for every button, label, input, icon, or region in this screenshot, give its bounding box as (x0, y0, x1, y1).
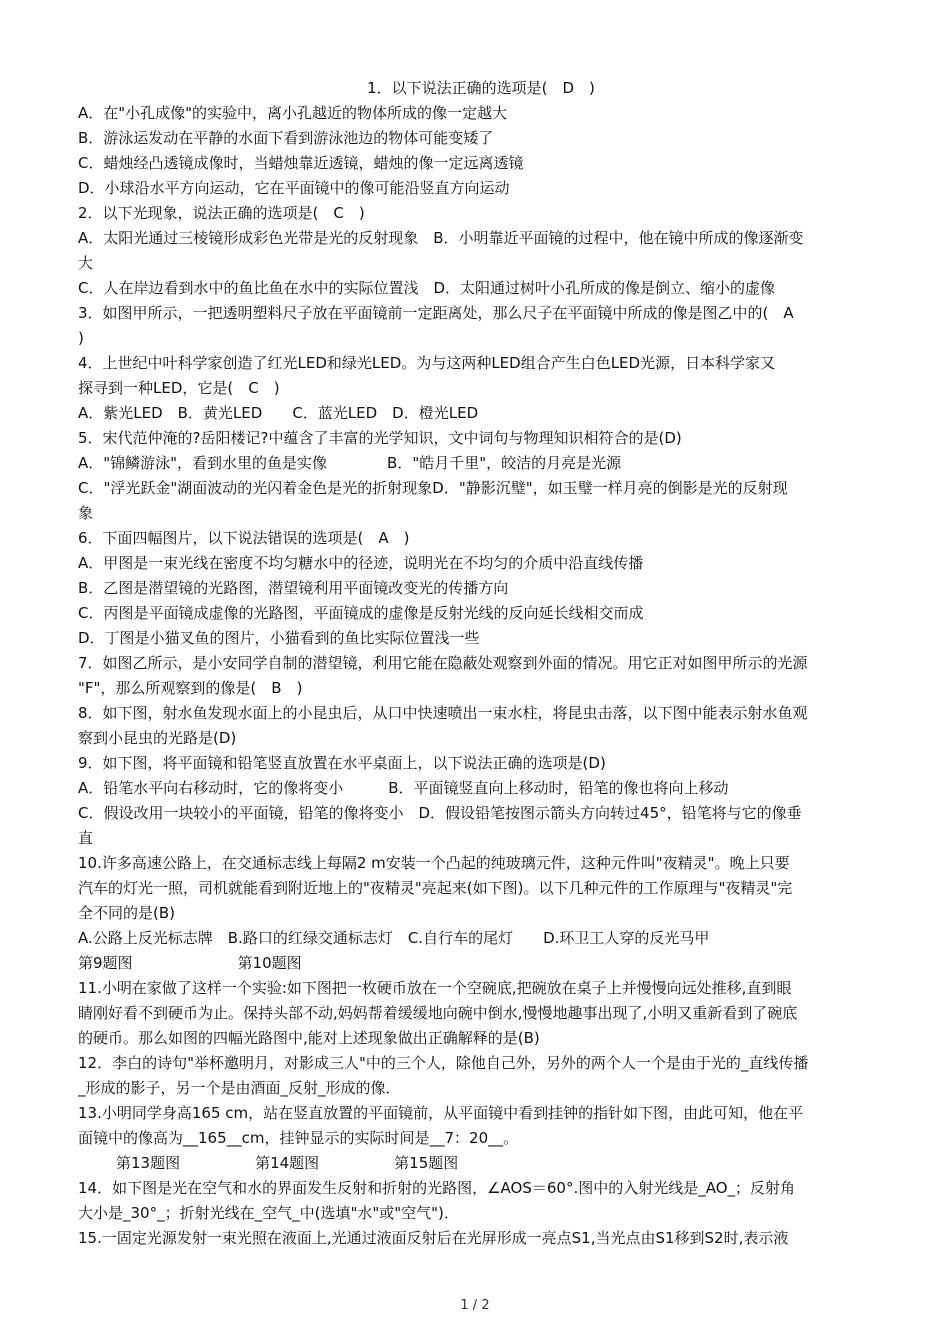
q2-options-cd: C．人在岸边看到水中的鱼比鱼在水中的实际位置浅 D．太阳通过树叶小孔所成的像是倒立、缩小的虚像 (78, 279, 776, 297)
q11-stem-cont-2: 的硬币。那么如图的四幅光路图中,能对上述现象做出正确解释的是(B) (78, 1029, 540, 1047)
q2-options-ab-cont: 大 (78, 254, 94, 272)
q1-option-c: C．蜡烛经凸透镜成像时，当蜡烛靠近透镜，蜡烛的像一定远离透镜 (78, 154, 524, 172)
q10-stem-cont-1: 汽车的灯光一照，司机就能看到附近地上的"夜精灵"亮起来(如下图)。以下几种元件的工作原理与"夜精灵"完 (78, 879, 793, 897)
q11-stem-cont-1: 睛刚好看不到硬币为止。保持头部不动,妈妈帮着缓缓地向碗中倒水,慢慢地趣事出现了,小明又重新看到了碗底 (78, 1004, 798, 1022)
page-number: 1 / 2 (460, 1298, 490, 1313)
q13-stem-cont: 面镜中的像高为__165__cm，挂钟显示的实际时间是__7：20__。 (78, 1129, 519, 1147)
q1-stem: 1．以下说法正确的选项是( D ) (367, 79, 595, 97)
q1-option-b: B．游泳运发动在平静的水面下看到游泳池边的物体可能变矮了 (78, 129, 494, 147)
q9-options-ab: A．铅笔水平向右移动时，它的像将变小 B．平面镜竖直向上移动时，铅笔的像也将向上移动 (78, 779, 729, 797)
q1-option-d: D．小球沿水平方向运动，它在平面镜中的像可能沿竖直方向运动 (78, 179, 510, 197)
q8-stem-cont: 察到小昆虫的光路是(D) (78, 729, 237, 747)
q4-options: A．紫光LED B．黄光LED C．蓝光LED D．橙光LED (78, 404, 479, 422)
q6-option-a: A．甲图是一束光线在密度不均匀糖水中的径迹，说明光在不均匀的介质中沿直线传播 (78, 554, 644, 572)
q13-stem: 13.小明同学身高165 cm，站在竖直放置的平面镜前，从平面镜中看到挂钟的指针如下图，由此可知，他在平 (78, 1104, 804, 1122)
q4-stem: 4．上世纪中叶科学家创造了红光LED和绿光LED。为与这两种LED组合产生白色LED光源，日本科学家又 (78, 354, 776, 372)
q6-stem: 6．下面四幅图片，以下说法错误的选项是( A ) (78, 529, 410, 547)
q5-options-ab: A．"锦鳞游泳"，看到水里的鱼是实像 B．"皓月千里"，皎洁的月亮是光源 (78, 454, 622, 472)
q10-options: A.公路上反光标志牌 B.路口的红绿交通标志灯 C.自行车的尾灯 D.环卫工人穿的反光马甲 (78, 929, 710, 947)
q8-stem: 8．如下图，射水鱼发现水面上的小昆虫后，从口中快速喷出一束水柱，将昆虫击落，以下图中能表示射水鱼观 (78, 704, 808, 722)
q15-stem: 15.一固定光源发射一束光照在液面上,光通过液面反射后在光屏形成一亮点S1,当光点由S1移到S2时,表示液 (78, 1229, 789, 1247)
q14-stem-cont: 大小是_30°_；折射光线在_空气_中(选填"水"或"空气")． (78, 1204, 459, 1222)
figure-captions-13-15: 第13题图 第14题图 第15题图 (116, 1154, 459, 1172)
q2-stem: 2．以下光现象，说法正确的选项是( C ) (78, 204, 365, 222)
q10-stem-cont-2: 全不同的是(B) (78, 904, 175, 922)
q6-option-b: B．乙图是潜望镜的光路图，潜望镜利用平面镜改变光的传播方向 (78, 579, 509, 597)
q5-options-cd-cont: 象 (78, 504, 94, 522)
q3-stem: 3．如图甲所示，一把透明塑料尺子放在平面镜前一定距离处，那么尺子在平面镜中所成的像是图乙中的( A (78, 304, 794, 322)
q9-stem: 9．如下图，将平面镜和铅笔竖直放置在水平桌面上，以下说法正确的选项是(D) (78, 754, 606, 772)
figure-captions-9-10: 第9题图 第10题图 (78, 954, 302, 972)
q5-stem: 5．宋代范仲淹的?岳阳楼记?中蕴含了丰富的光学知识，文中词句与物理知识相符合的是(D) (78, 429, 682, 447)
q4-stem-cont: 探寻到一种LED，它是( C ) (78, 379, 280, 397)
q5-options-cd: C．"浮光跃金"湖面波动的光闪着金色是光的折射现象D．"静影沉璧"，如玉璧一样月亮的倒影是光的反射现 (78, 479, 788, 497)
q9-options-cd-cont: 直 (78, 829, 94, 847)
q6-option-d: D．丁图是小猫叉鱼的图片，小猫看到的鱼比实际位置浅一些 (78, 629, 480, 647)
q9-options-cd: C．假设改用一块较小的平面镜，铅笔的像将变小 D．假设铅笔按图示箭头方向转过45°，铅笔将与它的像垂 (78, 804, 802, 822)
q10-stem: 10.许多高速公路上，在交通标志线上每隔2 m安装一个凸起的纯玻璃元件，这种元件叫"夜精灵"。晚上只要 (78, 854, 790, 872)
q2-options-ab: A．太阳光通过三棱镜形成彩色光带是光的反射现象 B．小明靠近平面镜的过程中，他在镜中所成的像逐渐变 (78, 229, 804, 247)
q3-stem-cont: ) (78, 329, 84, 347)
q11-stem: 11.小明在家做了这样一个实验:如下图把一枚硬币放在一个空碗底,把碗放在桌子上并慢慢向远处推移,直到眼 (78, 979, 792, 997)
q12-stem-cont: _形成的影子，另一个是由酒面_反射_形成的像． (78, 1079, 401, 1097)
q12-stem: 12．李白的诗句"举杯邀明月，对影成三人"中的三个人，除他自己外，另外的两个人一个是由于光的_直线传播 (78, 1054, 809, 1072)
q7-stem: 7．如图乙所示，是小安同学自制的潜望镜，利用它能在隐蔽处观察到外面的情况。用它正对如图甲所示的光源 (78, 654, 808, 672)
q6-option-c: C．丙图是平面镜成虚像的光路图，平面镜成的虚像是反射光线的反向延长线相交而成 (78, 604, 644, 622)
q7-stem-cont: "F"，那么所观察到的像是( B ) (78, 679, 303, 697)
q14-stem: 14．如下图是光在空气和水的界面发生反射和折射的光路图，∠AOS＝60°.图中的入射光线是_AO_；反射角 (78, 1179, 796, 1197)
q1-option-a: A．在"小孔成像"的实验中，离小孔越近的物体所成的像一定越大 (78, 104, 508, 122)
